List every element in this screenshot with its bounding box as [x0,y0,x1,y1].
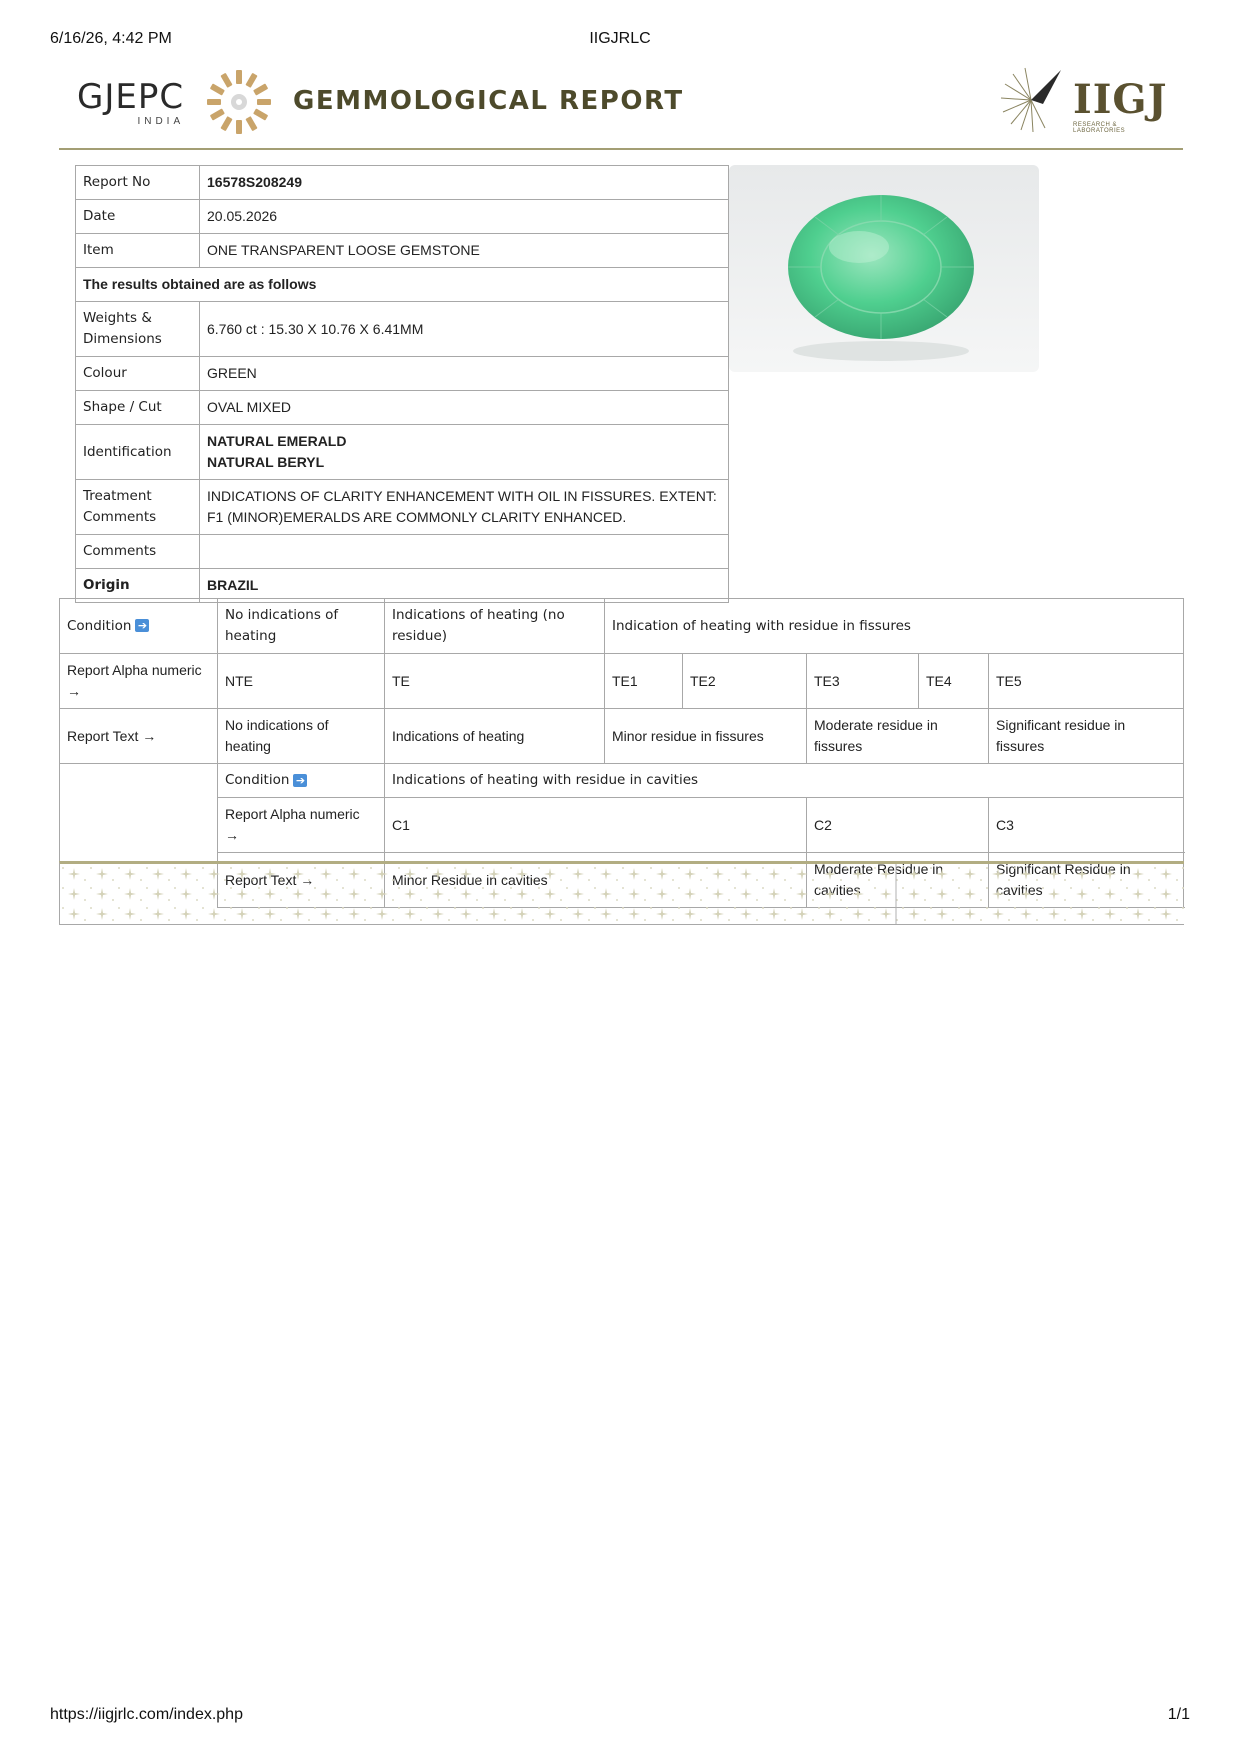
text-moderate-fissures: Moderate residue in fissures [807,709,989,764]
code-c1: C1 [385,798,807,853]
report-title: GEMMOLOGICAL REPORT [293,86,684,116]
shape-label: Shape / Cut [76,391,200,425]
results-heading: The results obtained are as follows [76,268,729,302]
text-significant-fissures: Significant residue in fissures [989,709,1184,764]
gjepc-logo [77,77,185,127]
code-te4: TE4 [919,654,989,709]
cavities-heading: Indications of heating with residue in cavities [385,764,1184,798]
legend-cavities-alpha-row [60,798,1184,853]
fissures-alpha-label: Report Alpha numeric → [60,654,218,709]
iigj-logo-sub: RESEARCH & LABORATORIES [1073,122,1126,134]
print-url: https://iigjrlc.com/index.php [50,1706,243,1723]
date-label: Date [76,200,200,234]
row-comments [76,535,729,569]
cavities-alpha-label: Report Alpha numeric → [218,798,385,853]
date-value: 20.05.2026 [200,200,729,234]
weights-value: 6.760 ct : 15.30 X 10.76 X 6.41MM [200,302,729,357]
print-page-count: 1/1 [1167,1706,1190,1723]
report-details-table [75,165,729,603]
arrow-right-icon: ➔ [135,619,149,632]
report-no-label: Report No [76,166,200,200]
row-shape [76,391,729,425]
text-te: Indications of heating [385,709,605,764]
code-te5: TE5 [989,654,1184,709]
identification-label: Identification [76,425,200,480]
item-label: Item [76,234,200,268]
row-results-heading [76,268,729,302]
weights-label: Weights & Dimensions [76,302,200,357]
treatment-value: INDICATIONS OF CLARITY ENHANCEMENT WITH OIL IN FISSURES. EXTENT: F1 (MINOR)EMERALDS ARE COMMONLY CLARITY ENHANCED. [200,480,729,535]
code-te3: TE3 [807,654,919,709]
origin-value: BRAZIL [200,569,729,603]
gjepc-sunburst-icon [205,68,273,136]
iigj-star-icon [999,64,1071,134]
fissures-indications-no-residue: Indications of heating (no residue) [385,599,605,654]
shape-value: OVAL MIXED [200,391,729,425]
legend-fissures-text-row [60,709,1184,764]
arrow-right-icon: ➔ [293,774,307,787]
print-datetime: 6/16/26, 4:42 PM [50,30,172,47]
colour-label: Colour [76,357,200,391]
text-minor-fissures: Minor residue in fissures [605,709,807,764]
code-c2: C2 [807,798,989,853]
gjepc-logo-sub: INDIA [137,116,185,127]
code-te2: TE2 [683,654,807,709]
origin-label: Origin [76,569,200,603]
gemstone-photo [729,165,1039,372]
comments-label: Comments [76,535,200,569]
row-treatment [76,480,729,535]
code-nte: NTE [218,654,385,709]
comments-value [200,535,729,569]
iigj-logo [999,64,1169,138]
text-nte: No indications of heating [218,709,385,764]
print-page-title: IIGJRLC [589,30,651,47]
row-item [76,234,729,268]
gjepc-logo-text: GJEPC [77,77,185,117]
fissures-text-label: Report Text → [60,709,218,764]
decorative-sparkle-band [59,861,1184,925]
legend-cavities-condition-row [60,764,1184,798]
identification-value-1: NATURAL EMERALD [207,433,347,449]
row-report-no [76,166,729,200]
gemstone-shadow [793,341,969,361]
iigj-logo-text: IIGJ [1073,76,1168,123]
item-value: ONE TRANSPARENT LOOSE GEMSTONE [200,234,729,268]
row-date [76,200,729,234]
letterhead [59,60,1183,150]
legend-fissures-condition-row [60,599,1184,654]
cavities-condition-label: Condition ➔ [218,764,385,798]
identification-value [200,425,729,480]
code-te1: TE1 [605,654,683,709]
fissures-condition-label: Condition ➔ [60,599,218,654]
fissures-with-residue: Indication of heating with residue in fissures [605,599,1184,654]
legend-fissures-alpha-row [60,654,1184,709]
row-colour [76,357,729,391]
fissures-no-indications: No indications of heating [218,599,385,654]
identification-value-2: NATURAL BERYL [207,454,325,470]
colour-value: GREEN [200,357,729,391]
treatment-label: Treatment Comments [76,480,200,535]
row-identification [76,425,729,480]
report-no-value: 16578S208249 [200,166,729,200]
row-weights [76,302,729,357]
code-te: TE [385,654,605,709]
code-c3: C3 [989,798,1184,853]
